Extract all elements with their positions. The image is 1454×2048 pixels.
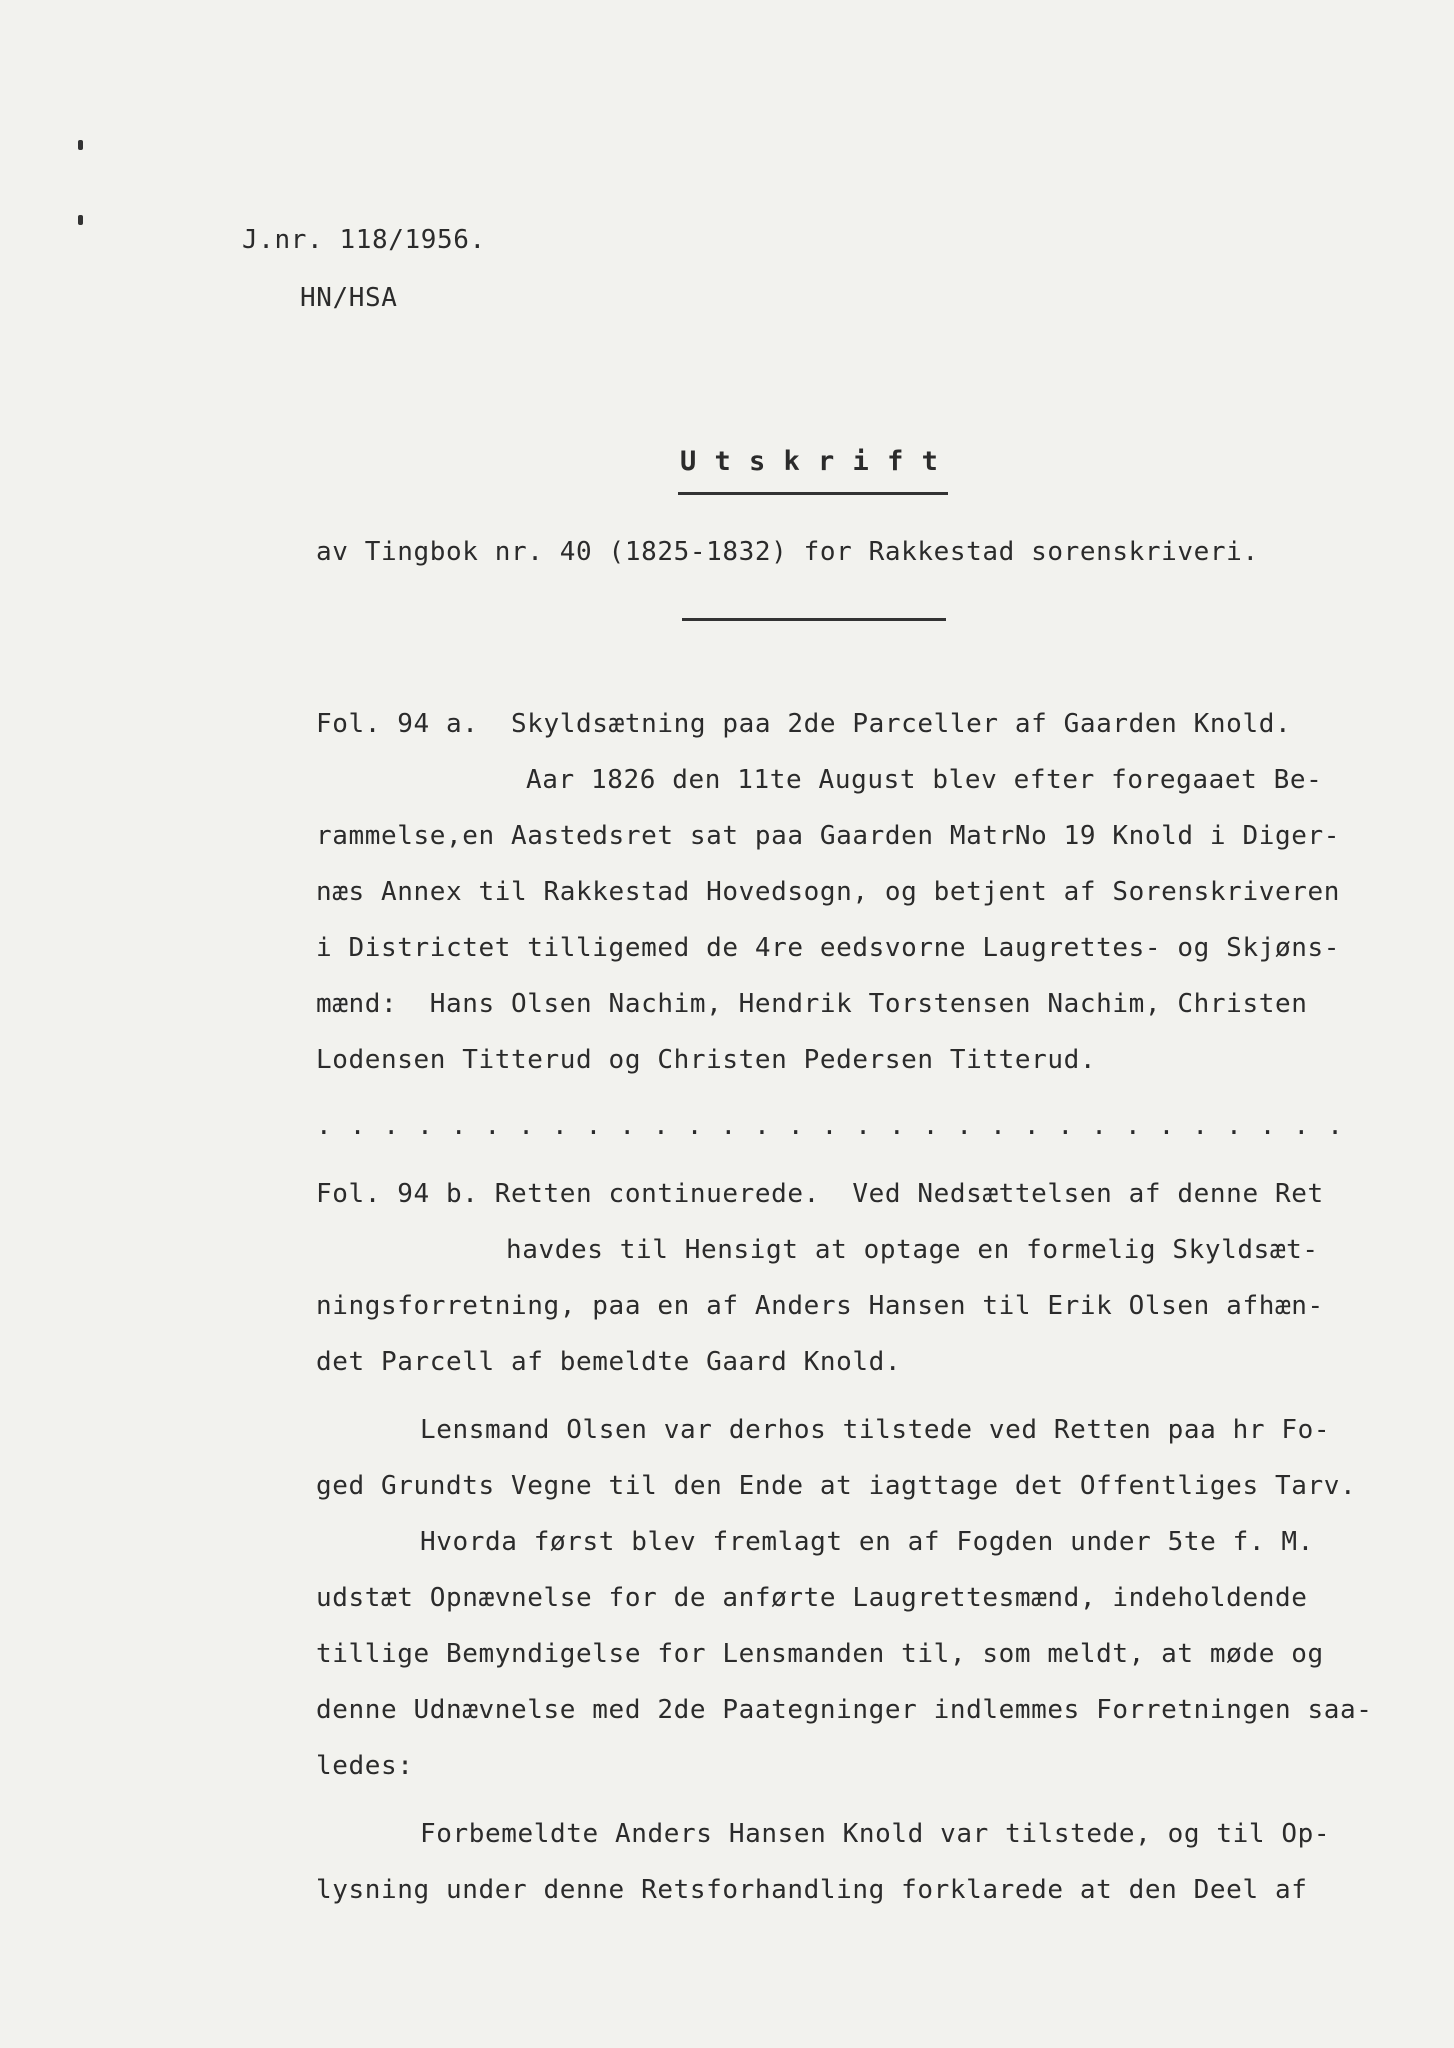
text-line: Hvorda først blev fremlagt en af Fogden under 5te f. M. (420, 1527, 1314, 1557)
text-line: Fol. 94 a. Skyldsætning paa 2de Parceller af Gaarden Knold. (316, 709, 1292, 739)
text-line: lysning under denne Retsforhandling forklarede at den Deel af (316, 1875, 1308, 1905)
margin-mark (78, 215, 83, 225)
text-line: ningsforretning, paa en af Anders Hansen til Erik Olsen afhæn- (316, 1291, 1324, 1321)
text-line: Forbemeldte Anders Hansen Knold var tilstede, og til Op- (420, 1819, 1331, 1849)
text-line: ged Grundts Vegne til den Ende at iagttage det Offentliges Tarv. (316, 1471, 1357, 1501)
text-line: mænd: Hans Olsen Nachim, Hendrik Torstensen Nachim, Christen (316, 989, 1308, 1019)
initials: HN/HSA (300, 283, 398, 313)
text-line: det Parcell af bemeldte Gaard Knold. (316, 1347, 902, 1377)
text-line: denne Udnævnelse med 2de Paategninger indlemmes Forretningen saa- (316, 1695, 1373, 1725)
text-line: Lensmand Olsen var derhos tilstede ved Retten paa hr Fo- (420, 1415, 1331, 1445)
document-subtitle: av Tingbok nr. 40 (1825-1832) for Rakkestad sorenskriveri. (316, 537, 1259, 567)
journal-number: J.nr. 118/1956. (242, 225, 486, 255)
document-title: U t s k r i f t (680, 446, 939, 477)
text-line: rammelse,en Aastedsret sat paa Gaarden MatrNo 19 Knold i Diger- (316, 821, 1340, 851)
text-line: tillige Bemyndigelse for Lensmanden til, som meldt, at møde og (316, 1639, 1324, 1669)
text-line: næs Annex til Rakkestad Hovedsogn, og betjent af Sorenskriveren (316, 877, 1340, 907)
section-divider (682, 618, 946, 621)
text-line: ledes: (316, 1751, 414, 1781)
text-line: Fol. 94 b. Retten continuerede. Ved Nedsættelsen af denne Ret (316, 1179, 1324, 1209)
text-line: udstæt Opnævnelse for de anførte Laugrettesmænd, indeholdende (316, 1583, 1308, 1613)
text-line: havdes til Hensigt at optage en formelig Skyldsæt- (506, 1235, 1319, 1265)
text-line: i Districtet tilligemed de 4re eedsvorne Laugrettes- og Skjøns- (316, 933, 1340, 963)
margin-mark (78, 140, 83, 150)
text-line: Lodensen Titterud og Christen Pedersen Titterud. (316, 1045, 1097, 1075)
title-underline (678, 492, 948, 495)
dotted-separator: . . . . . . . . . . . . . . . . . . . . . . . . . . . . . . . (316, 1111, 1345, 1141)
text-line: Aar 1826 den 11te August blev efter foregaaet Be- (526, 765, 1323, 795)
